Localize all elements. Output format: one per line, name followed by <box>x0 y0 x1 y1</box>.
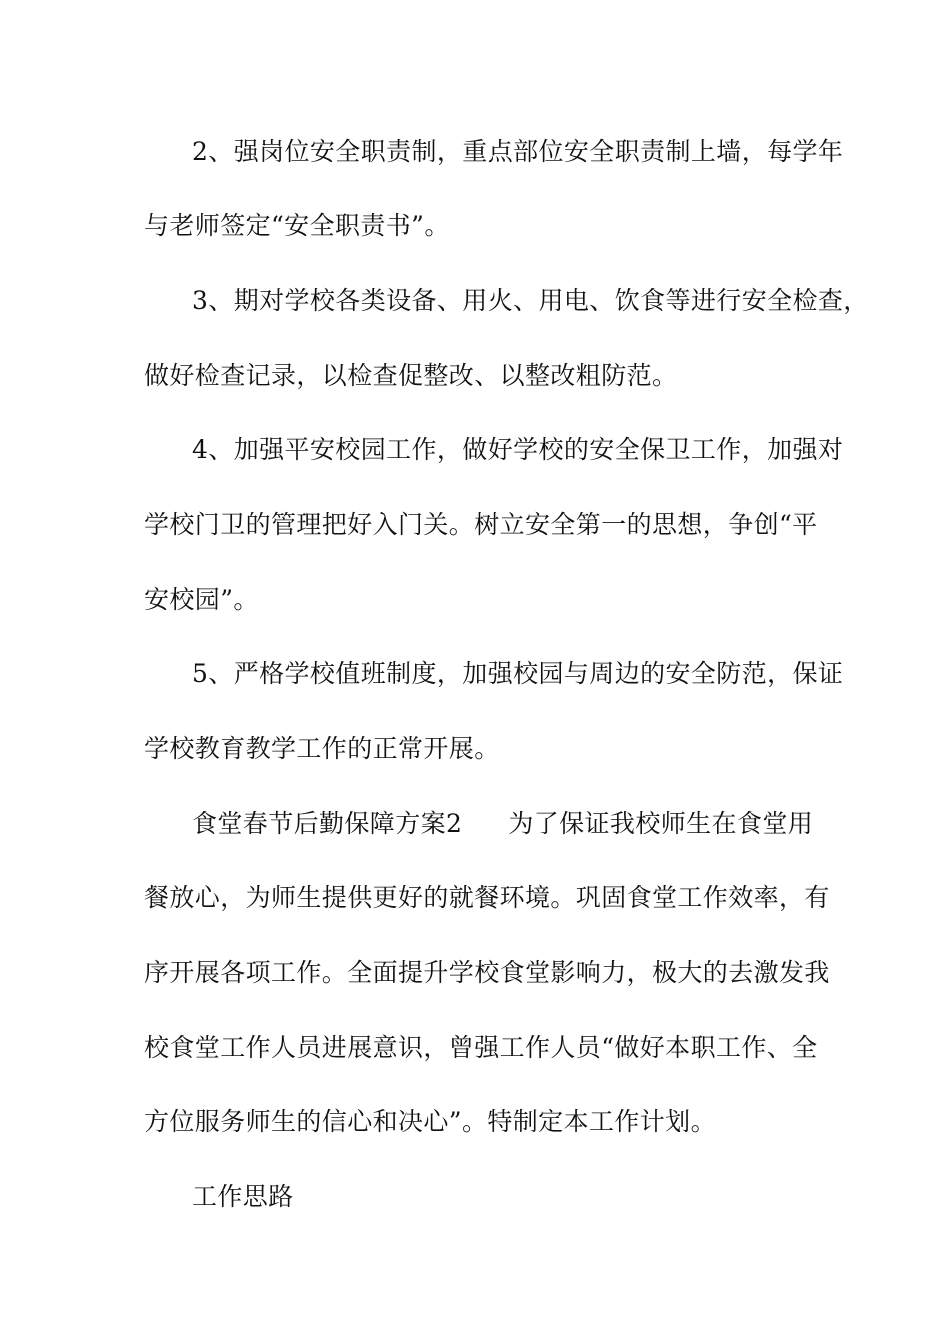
paragraph-line: 安校园”。 <box>144 585 259 614</box>
paragraph-line: 校食堂工作人员进展意识，曾强工作人员“做好本职工作、全 <box>144 1033 818 1062</box>
section-title: 食堂春节后勤保障方案2 <box>192 809 463 838</box>
paragraph-line: 与老师签定“安全职责书”。 <box>144 211 450 240</box>
paragraph-line: 3、期对学校各类设备、用火、用电、饮食等进行安全检查， <box>192 286 869 315</box>
subheading: 工作思路 <box>192 1182 294 1211</box>
paragraph-line: 做好检查记录，以检查促整改、以整改粗防范。 <box>144 361 678 390</box>
paragraph-line: 学校门卫的管理把好入门关。树立安全第一的思想，争创“平 <box>144 510 818 539</box>
section-heading-line <box>192 809 813 839</box>
paragraph-line: 4、加强平安校园工作，做好学校的安全保卫工作，加强对 <box>192 435 844 464</box>
paragraph-line: 2、强岗位安全职责制，重点部位安全职责制上墙，每学年 <box>192 137 844 166</box>
paragraph-text: 为了保证我校师生在食堂用 <box>508 809 814 838</box>
paragraph-line: 方位服务师生的信心和决心”。特制定本工作计划。 <box>144 1107 716 1136</box>
paragraph-line: 5、严格学校值班制度，加强校园与周边的安全防范，保证 <box>192 659 844 688</box>
paragraph-line: 餐放心，为师生提供更好的就餐环境。巩固食堂工作效率，有 <box>144 883 830 912</box>
paragraph-line: 学校教育教学工作的正常开展。 <box>144 734 500 763</box>
paragraph-line: 序开展各项工作。全面提升学校食堂影响力，极大的去激发我 <box>144 958 830 987</box>
